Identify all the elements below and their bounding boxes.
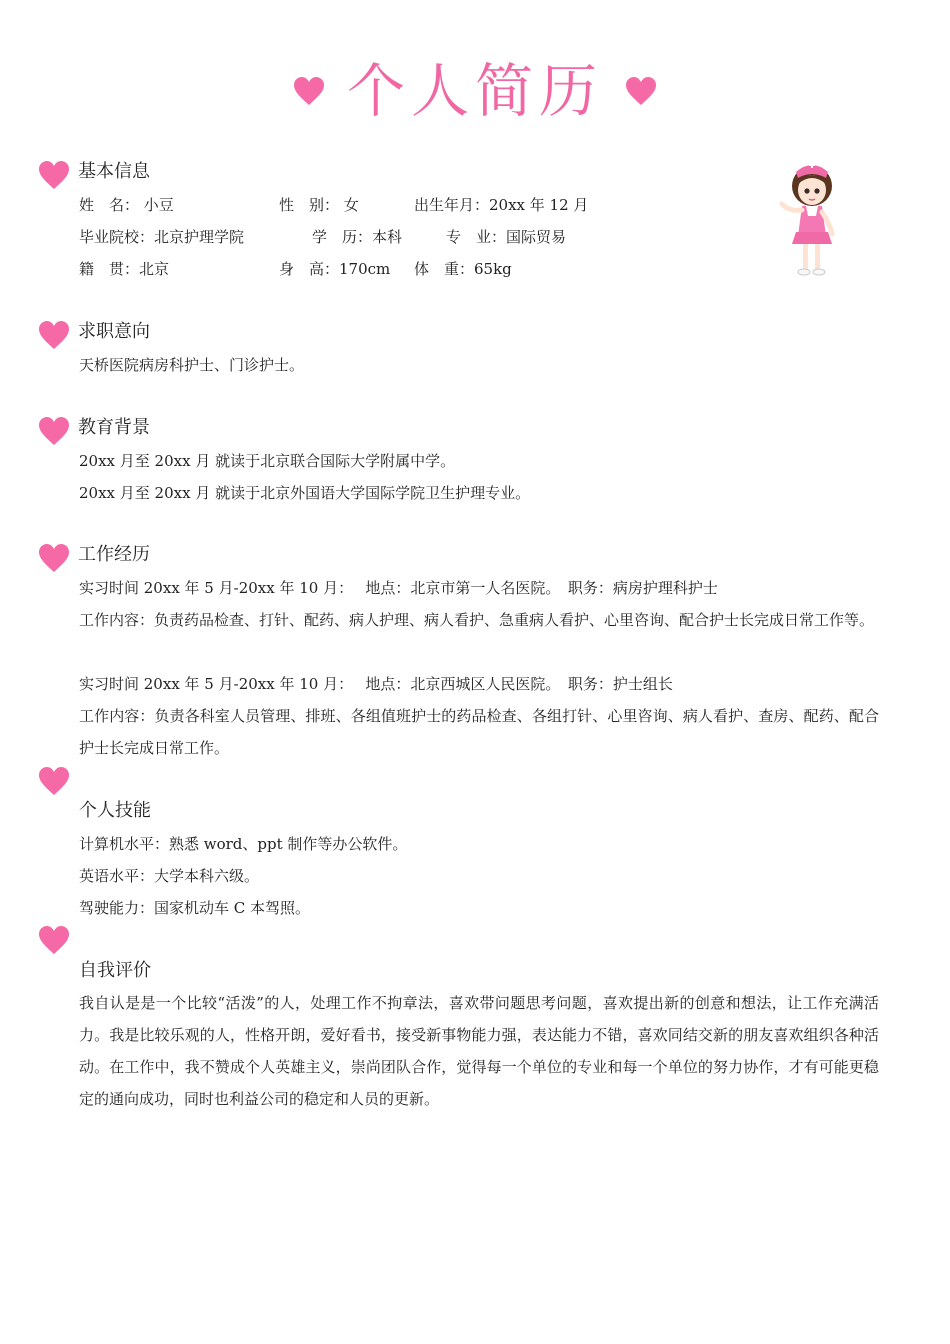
heart-icon <box>625 76 657 106</box>
section-work-header <box>38 543 150 573</box>
school-field: 毕业院校：北京护理学院 <box>79 228 245 246</box>
nurse-illustration <box>776 160 842 278</box>
job1-content: 工作内容：负责药品检查、打针、配药、病人护理、病人看护、急重病人看护、心里咨询、配合护士长完成日常工作等。 <box>79 611 875 629</box>
section-heading: 自我评价 <box>79 960 151 981</box>
heart-icon <box>38 416 70 446</box>
name-field: 姓 名： 小豆 <box>79 196 174 214</box>
major-field: 专 业：国际贸易 <box>446 228 567 246</box>
origin-field: 籍 贯：北京 <box>79 260 170 278</box>
section-heading: 求职意向 <box>78 321 150 342</box>
section-education-header <box>38 416 150 446</box>
heart-icon <box>38 543 70 573</box>
heart-icon <box>38 766 70 796</box>
section-self-eval-header <box>38 925 70 955</box>
job2-line: 实习时间 20xx 年 5 月-20xx 年 10 月： 地点：北京西城区人民医院。 职务：护士组长 <box>79 675 673 693</box>
heart-icon <box>38 160 70 190</box>
section-basic-header <box>38 160 150 190</box>
section-skills-header <box>38 766 70 796</box>
skill-item: 英语水平：大学本科六级。 <box>79 867 260 885</box>
page-title: 个人简历 <box>346 57 603 125</box>
heart-icon <box>38 320 70 350</box>
section-heading: 个人技能 <box>79 800 151 821</box>
height-field: 身 高：170cm <box>279 260 391 278</box>
objective-text: 天桥医院病房科护士、门诊护士。 <box>79 356 305 374</box>
job1-line: 实习时间 20xx 年 5 月-20xx 年 10 月： 地点：北京市第一人名医院。 职务：病房护理科护士 <box>79 579 718 597</box>
section-heading: 教育背景 <box>78 417 150 438</box>
education-item: 20xx 月至 20xx 月 就读于北京联合国际大学附属中学。 <box>79 452 456 470</box>
gender-field: 性 别： 女 <box>279 196 359 214</box>
birth-field: 出生年月：20xx 年 12 月 <box>414 196 589 214</box>
degree-field: 学 历：本科 <box>312 228 403 246</box>
section-heading: 工作经历 <box>78 544 150 565</box>
title-row <box>0 55 950 127</box>
self-eval-text: 我自认是是一个比较“活泼”的人，处理工作不拘章法，喜欢带问题思考问题，喜欢提出新的创意和想法，让工作充满活力。我是比较乐观的人，性格开朗，爱好看书，接受新事物能力强，表达能力不错，喜欢同结交新的朋友喜欢组织各种活动。在工作中，我不赞成个人英雄主义，崇尚团队合作，觉得每一个单位的专业和每一个单位的努力协作，才有可能更稳定的通向成功，同时也利益公司的稳定和人员的更新。 <box>79 994 879 1108</box>
weight-field: 体 重：65kg <box>414 260 512 278</box>
education-item: 20xx 月至 20xx 月 就读于北京外国语大学国际学院卫生护理专业。 <box>79 484 531 502</box>
section-objective-header <box>38 320 150 350</box>
job2-content: 工作内容：负责各科室人员管理、排班、各组值班护士的药品检查、各组打针、心里咨询、病人看护、查房、配药、配合护士长完成日常工作。 <box>79 707 879 757</box>
heart-icon <box>38 925 70 955</box>
skill-item: 计算机水平：熟悉 word、ppt 制作等办公软件。 <box>79 835 408 853</box>
section-heading: 基本信息 <box>78 161 150 182</box>
heart-icon <box>293 76 325 106</box>
skill-item: 驾驶能力：国家机动车 C 本驾照。 <box>79 899 311 917</box>
